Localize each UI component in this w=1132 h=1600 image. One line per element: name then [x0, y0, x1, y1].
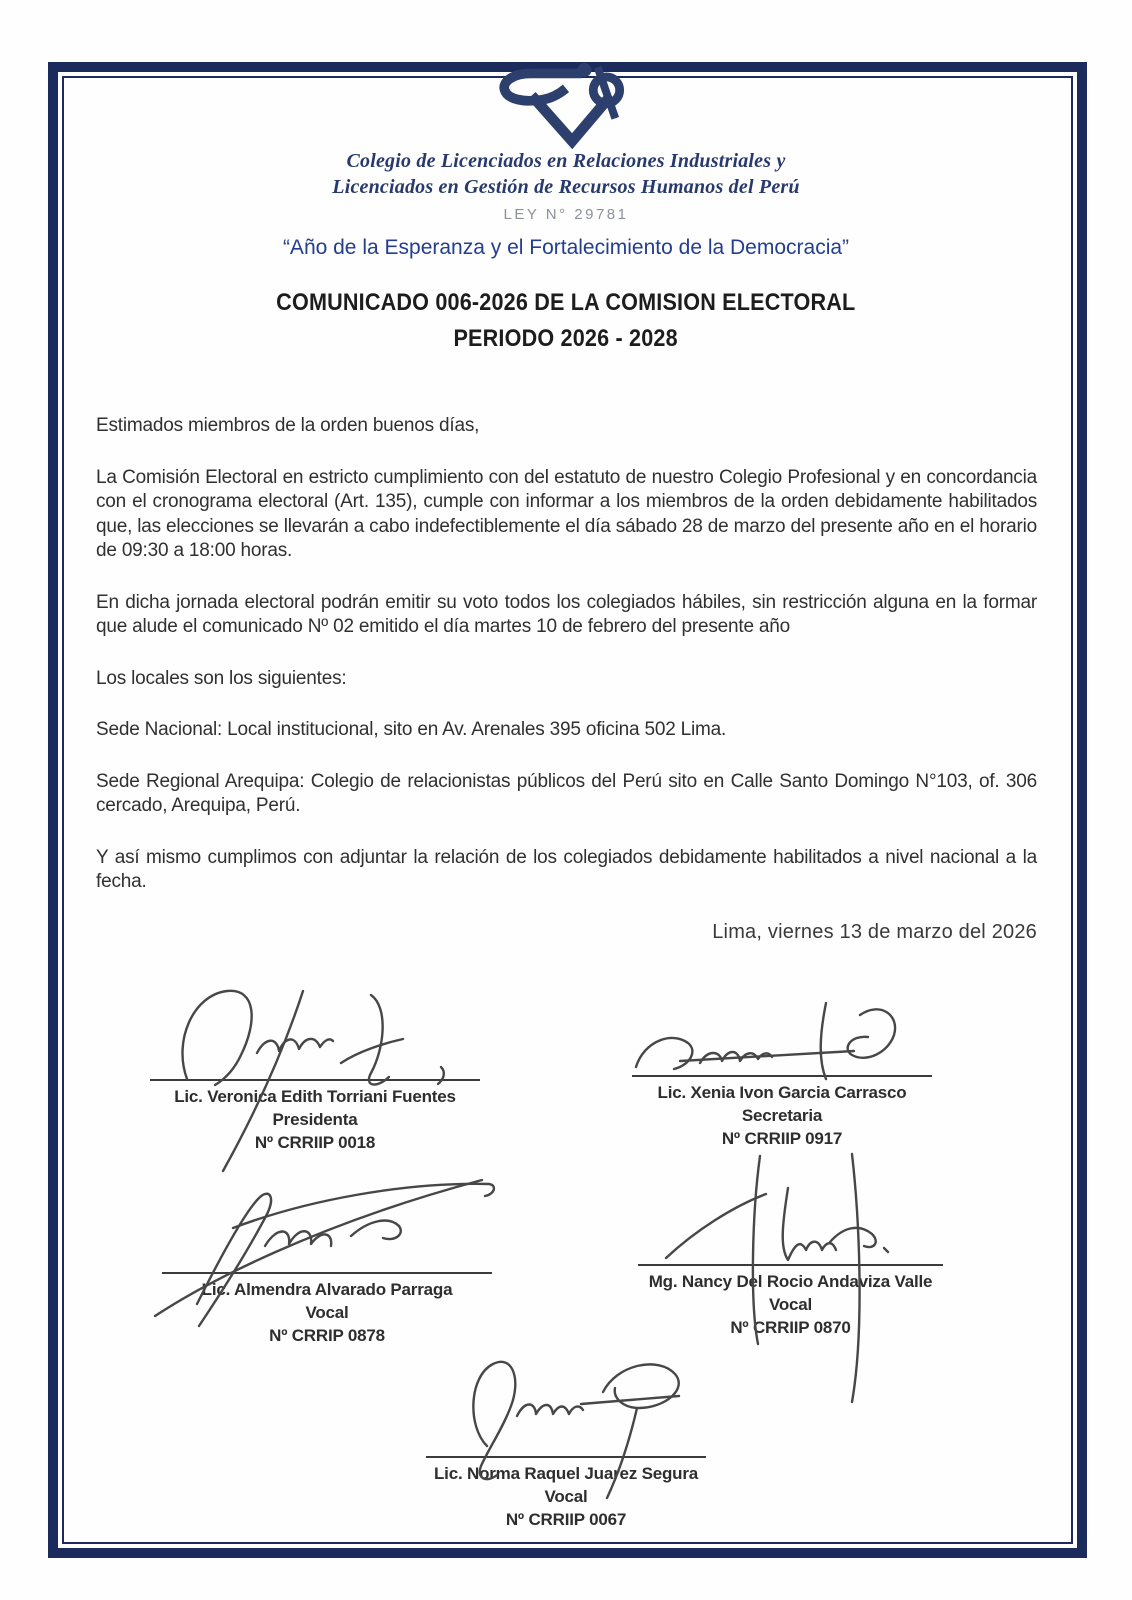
paragraph-voting-rules: En dicha jornada electoral podrán emitir su voto todos los colegiados hábiles, sin restricción alguna en la formar que alude el comunicado Nº 02 emitido el día martes 10 de febrero del presente año [96, 591, 1037, 637]
signature-number: Nº CRRIIP 0067 [505, 1510, 627, 1529]
signature-role: Vocal [768, 1295, 813, 1314]
date-line: Lima, viernes 13 de marzo del 2026 [712, 921, 1037, 943]
paragraph-locations-intro: Los locales son los siguientes: [96, 667, 347, 689]
document-title-line1-text: COMUNICADO 006-2026 DE LA COMISION ELECTORAL [276, 289, 856, 316]
signature-name: Lic. Norma Raquel Juarez Segura [434, 1464, 698, 1483]
org-name-line1: Colegio de Licenciados en Relaciones Industriales y [346, 150, 786, 172]
signature-number: Nº CRRIIP 0018 [254, 1133, 376, 1152]
document-title-line2 [0, 325, 1132, 353]
paragraph-greeting: Estimados miembros de la orden buenos días, [96, 415, 480, 436]
document-title-line2-text: PERIODO 2026 - 2028 [453, 325, 679, 352]
signature-number: Nº CRRIIP 0870 [730, 1318, 851, 1337]
signature-block-secretaria [632, 1075, 932, 1150]
signature-role: Vocal [544, 1487, 588, 1506]
paragraph-sede-arequipa: Sede Regional Arequipa: Colegio de relacionistas públicos del Perú sito en Calle Santo Domingo N°103, of. 306 cercado, Arequipa, Perú. [96, 770, 1037, 816]
document-title-line1 [0, 289, 1132, 317]
org-name-line2: Licenciados en Gestión de Recursos Humanos del Perú [332, 176, 800, 198]
motto-line: “Año de la Esperanza y el Fortalecimiento de la Democracia” [282, 236, 850, 259]
logo-container [0, 62, 1132, 155]
signature-name: Mg. Nancy Del Rocio Andaviza Valle [648, 1272, 933, 1291]
signature-number: Nº CRRIIP 0917 [721, 1129, 843, 1148]
paragraph-announcement: La Comisión Electoral en estricto cumplimiento con del estatuto de nuestro Colegio Profesional y en concordancia con el cronograma electoral (Art. 135), cumple con informar a los miembros de la orden debidamente habilitados que, las elecciones se llevarán a cabo indefectiblemente el día sábado 28 de marzo del presente año en el horario de 09:30 a 18:00 horas. [96, 466, 1037, 561]
body-text [96, 414, 1037, 895]
signature-role: Vocal [305, 1303, 349, 1322]
signature-line [632, 1075, 932, 1077]
signature-line [162, 1272, 492, 1274]
signature-block-presidenta [150, 1079, 480, 1154]
law-number: LEY N° 29781 [503, 206, 629, 223]
signature-block-vocal-1 [162, 1272, 492, 1347]
signature-name: Lic. Veronica Edith Torriani Fuentes [174, 1087, 456, 1106]
signature-line [638, 1264, 943, 1266]
signature-name: Lic. Xenia Ivon Garcia Carrasco [657, 1083, 907, 1102]
signature-name: Lic. Almendra Alvarado Parraga [201, 1280, 453, 1299]
signature-block-vocal-2 [638, 1264, 943, 1339]
paragraph-closing: Y así mismo cumplimos con adjuntar la relación de los colegiados debidamente habilitados a nivel nacional a la fecha. [96, 846, 1037, 892]
signature-role: Secretaria [741, 1106, 823, 1125]
signature-block-vocal-3 [426, 1456, 706, 1531]
signature-line [150, 1079, 480, 1081]
signature-line [426, 1456, 706, 1458]
org-logo-icon [486, 62, 646, 150]
signature-number: Nº CRRIP 0878 [269, 1326, 385, 1345]
signature-role: Presidenta [272, 1110, 358, 1129]
paragraph-sede-nacional: Sede Nacional: Local institucional, sito en Av. Arenales 395 oficina 502 Lima. [96, 719, 727, 740]
